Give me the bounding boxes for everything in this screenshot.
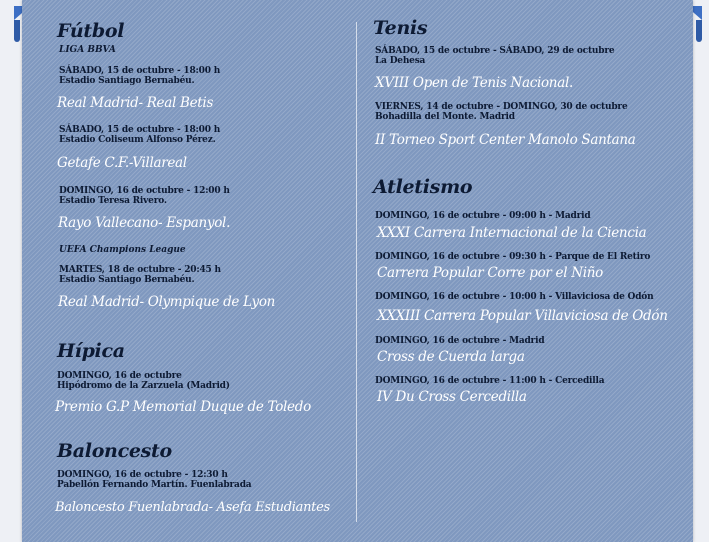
event-name: II Torneo Sport Center Manolo Santana: [375, 132, 636, 148]
event-name: Premio G.P Memorial Duque de Toledo: [55, 399, 311, 415]
event-meta: [59, 66, 220, 86]
event-name: XVIII Open de Tenis Nacional.: [375, 75, 573, 91]
event-venue: Estadio Coliseum Alfonso Pérez.: [59, 135, 216, 145]
event-meta: [375, 46, 614, 66]
event-meta: [57, 371, 230, 391]
event-meta: [59, 125, 220, 145]
event-venue: La Dehesa: [375, 56, 426, 66]
section-title-baloncesto: Baloncesto: [57, 440, 172, 462]
event-name: Rayo Vallecano- Espanyol.: [58, 215, 231, 231]
section-title-atletismo: Atletismo: [373, 176, 473, 198]
event-venue: Bohadilla del Monte. Madrid: [375, 112, 515, 122]
event-date: SÁBADO, 15 de octubre - 18:00 h: [59, 125, 221, 135]
event-name: XXXI Carrera Internacional de la Ciencia: [377, 225, 647, 241]
section-title-futbol: Fútbol: [57, 20, 125, 42]
event-meta: [57, 470, 251, 490]
event-name: XXXIII Carrera Popular Villaviciosa de Odón: [377, 308, 668, 324]
section-title-hipica: Hípica: [57, 340, 125, 362]
event-info: DOMINGO, 16 de octubre - Madrid: [375, 336, 545, 346]
event-name: Getafe C.F.-Villareal: [57, 155, 187, 171]
event-name: Real Madrid- Real Betis: [57, 95, 214, 111]
section-title-tenis: Tenis: [373, 17, 428, 39]
event-name: IV Du Cross Cercedilla: [377, 389, 527, 405]
event-date: DOMINGO, 16 de octubre - 12:00 h: [59, 186, 230, 196]
event-date: SÁBADO, 15 de octubre - SÁBADO, 29 de octubre: [375, 46, 615, 56]
event-info: DOMINGO, 16 de octubre - 10:00 h - Villaviciosa de Odón: [375, 292, 654, 302]
event-info: DOMINGO, 16 de octubre - 09:00 h - Madrid: [375, 211, 591, 221]
event-name: Cross de Cuerda larga: [377, 349, 525, 365]
event-venue: Pabellón Fernando Martín. Fuenlabrada: [57, 480, 252, 490]
event-venue: Estadio Santiago Bernabéu.: [59, 275, 195, 285]
column-divider: [356, 22, 357, 522]
left-corner-tab-fold: [14, 20, 20, 42]
event-date: DOMINGO, 16 de octubre: [57, 371, 182, 381]
event-venue: Hipódromo de la Zarzuela (Madrid): [57, 381, 230, 391]
event-meta: [59, 265, 221, 285]
event-name: Baloncesto Fuenlabrada- Asefa Estudiantes: [55, 500, 330, 515]
event-name: Real Madrid- Olympique de Lyon: [58, 294, 276, 310]
right-corner-tab-fold: [696, 20, 702, 42]
event-meta: [375, 102, 627, 122]
event-date: VIERNES, 14 de octubre - DOMINGO, 30 de octubre: [375, 102, 628, 112]
event-venue: Estadio Santiago Bernabéu.: [59, 76, 195, 86]
league-label-liga: LIGA BBVA: [59, 45, 116, 55]
event-name: Carrera Popular Corre por el Niño: [377, 265, 603, 281]
event-date: DOMINGO, 16 de octubre - 12:30 h: [57, 470, 228, 480]
event-meta: [59, 186, 230, 206]
event-info: DOMINGO, 16 de octubre - 09:30 h - Parque de El Retiro: [375, 252, 651, 262]
event-date: MARTES, 18 de octubre - 20:45 h: [59, 265, 221, 275]
event-info: DOMINGO, 16 de octubre - 11:00 h - Cercedilla: [375, 376, 605, 386]
event-date: SÁBADO, 15 de octubre - 18:00 h: [59, 66, 221, 76]
event-venue: Estadio Teresa Rivero.: [59, 196, 167, 206]
league-label-ucl: UEFA Champions League: [59, 245, 186, 255]
